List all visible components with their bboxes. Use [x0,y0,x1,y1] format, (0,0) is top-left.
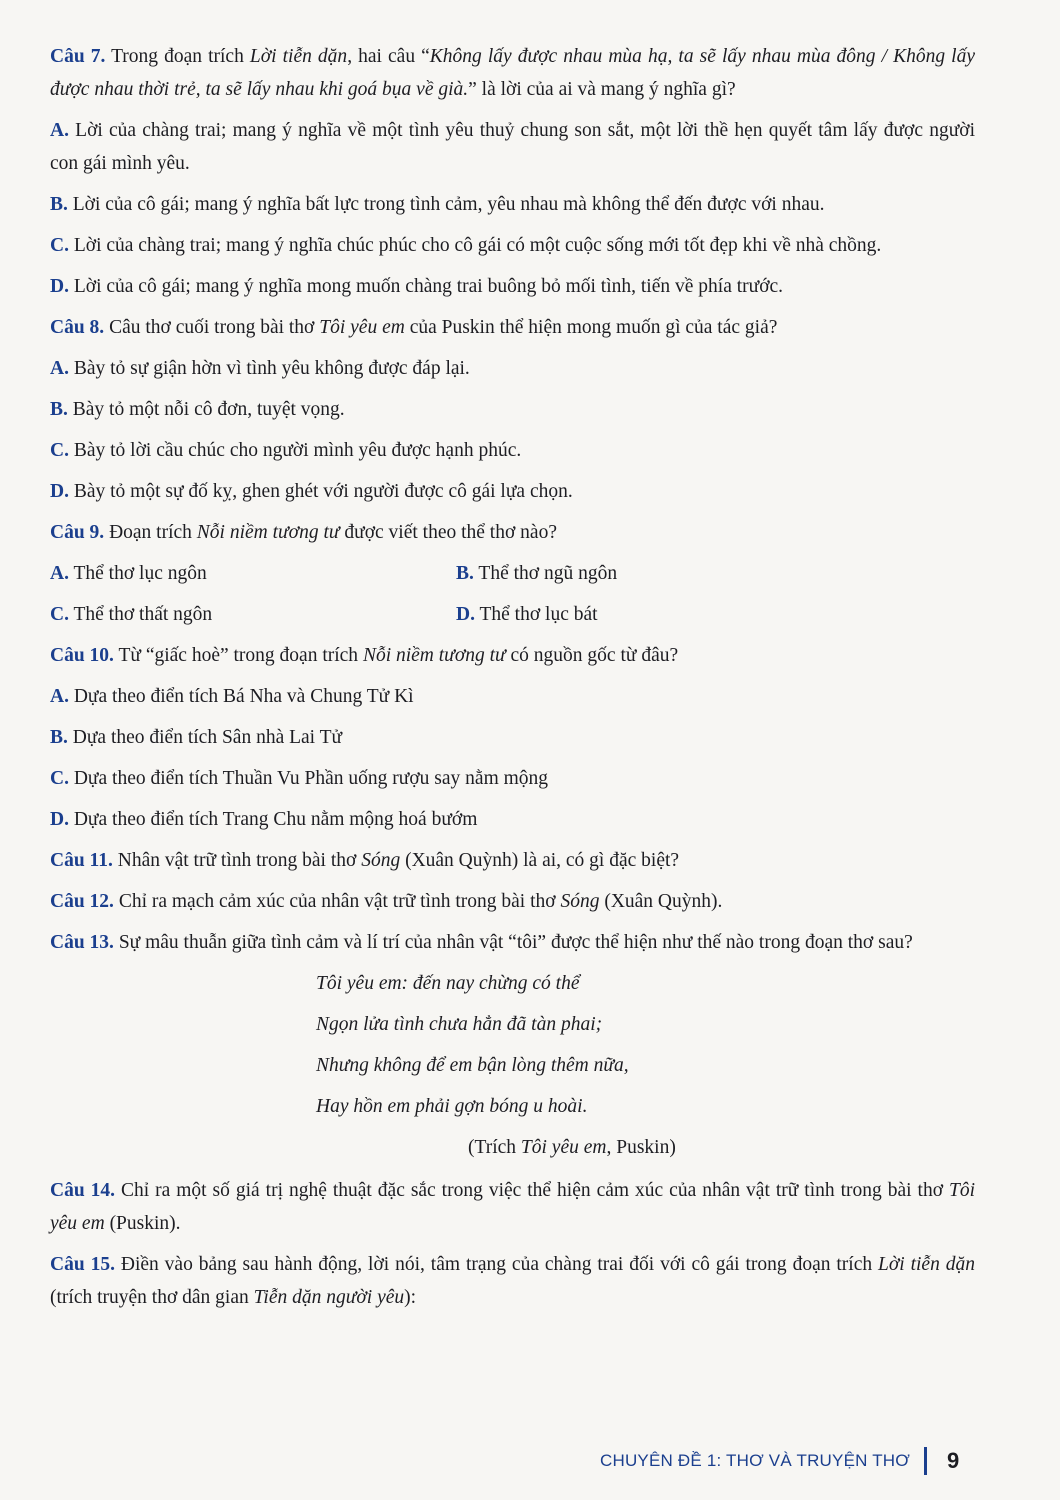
question-8: Câu 8. Câu thơ cuối trong bài thơ Tôi yêu em của Puskin thể hiện mong muốn gì của tác giả? [50,317,778,338]
question-7-option-d: D. Lời của cô gái; mang ý nghĩa mong muốn chàng trai buông bỏ mối tình, tiến về phía trước. [50,276,784,297]
poem-line: Hay hồn em phải gợn bóng u hoài. [316,1096,588,1117]
poem-source: (Trích Tôi yêu em, Puskin) [468,1137,676,1158]
question-9-label: Câu 9. [50,522,105,543]
question-14-label: Câu 14. [50,1180,116,1201]
page-content [50,40,975,1322]
question-9-option-a: A. Thể thơ lục ngôn [50,563,207,584]
question-8-option-d: D. Bày tỏ một sự đố kỵ, ghen ghét với người được cô gái lựa chọn. [50,481,573,502]
question-11: Câu 11. Nhân vật trữ tình trong bài thơ Sóng (Xuân Quỳnh) là ai, có gì đặc biệt? [50,850,680,871]
question-15-label: Câu 15. [50,1254,115,1275]
poem-line: Tôi yêu em: đến nay chừng có thể [316,973,580,994]
question-10-option-d: D. Dựa theo điển tích Trang Chu nằm mộng hoá bướm [50,809,478,830]
page-number: 9 [947,1448,960,1473]
poem-line: Ngọn lửa tình chưa hẳn đã tàn phai; [316,1014,603,1035]
question-10: Câu 10. Từ “giấc hoè” trong đoạn trích Nỗi niềm tương tư có nguồn gốc từ đâu? [50,645,679,666]
question-9-options-row-1 [50,557,975,590]
question-13-label: Câu 13. [50,932,114,953]
question-9: Câu 9. Đoạn trích Nỗi niềm tương tư được viết theo thể thơ nào? [50,522,557,543]
footer-divider [924,1447,927,1475]
question-8-label: Câu 8. [50,317,105,338]
question-9-option-d: D. Thể thơ lục bát [456,604,598,625]
question-10-label: Câu 10. [50,645,114,666]
poem-line: Nhưng không để em bận lòng thêm nữa, [316,1055,629,1076]
question-10-option-a: A. Dựa theo điển tích Bá Nha và Chung Tử Kì [50,686,414,707]
question-7-option-c: C. Lời của chàng trai; mang ý nghĩa chúc phúc cho cô gái có một cuộc sống mới tốt đẹp khi về nhà chồng. [50,235,882,256]
question-12: Câu 12. Chỉ ra mạch cảm xúc của nhân vật trữ tình trong bài thơ Sóng (Xuân Quỳnh). [50,891,723,912]
question-9-option-c: C. Thể thơ thất ngôn [50,604,213,625]
question-8-option-a: A. Bày tỏ sự giận hờn vì tình yêu không được đáp lại. [50,358,470,379]
page-footer [600,1447,959,1475]
question-8-option-b: B. Bày tỏ một nỗi cô đơn, tuyệt vọng. [50,399,345,420]
chapter-title: CHUYÊN ĐỀ 1: THƠ VÀ TRUYỆN THƠ [600,1451,911,1470]
question-10-option-b: B. Dựa theo điển tích Sân nhà Lai Tử [50,727,343,748]
question-7-label: Câu 7. [50,46,106,67]
question-8-option-c: C. Bày tỏ lời cầu chúc cho người mình yêu được hạnh phúc. [50,440,522,461]
question-9-option-b: B. Thể thơ ngũ ngôn [456,563,618,584]
question-13: Câu 13. Sự mâu thuẫn giữa tình cảm và lí trí của nhân vật “tôi” được thể hiện như thế nào trong đoạn thơ sau? [50,932,913,953]
question-11-label: Câu 11. [50,850,113,871]
question-14: Câu 14. Chỉ ra một số giá trị nghệ thuật đặc sắc trong việc thể hiện cảm xúc của nhân vật trữ tình trong bài thơ Tôi yêu em (Puskin). [50,1180,975,1234]
question-7-option-b: B. Lời của cô gái; mang ý nghĩa bất lực trong tình cảm, yêu nhau mà không thể đến được với nhau. [50,194,825,215]
question-10-option-c: C. Dựa theo điển tích Thuần Vu Phần uống rượu say nằm mộng [50,768,549,789]
question-9-options-row-2 [50,598,975,631]
question-12-label: Câu 12. [50,891,114,912]
question-15: Câu 15. Điền vào bảng sau hành động, lời nói, tâm trạng của chàng trai đối với cô gái trong đoạn trích Lời tiễn dặn (trích truyện thơ dân gian Tiễn dặn người yêu): [50,1254,975,1308]
question-7-option-a: A. Lời của chàng trai; mang ý nghĩa về một tình yêu thuỷ chung son sắt, một lời thề hẹn quyết tâm lấy được người con gái mình yêu. [50,120,975,174]
poem-excerpt [316,967,975,1123]
question-7: Câu 7. Trong đoạn trích Lời tiễn dặn, hai câu “Không lấy được nhau mùa hạ, ta sẽ lấy nhau mùa đông / Không lấy được nhau thời trẻ, ta sẽ lấy nhau khi goá bụa về già.” là lời của ai và mang ý nghĩa gì? [50,46,975,100]
